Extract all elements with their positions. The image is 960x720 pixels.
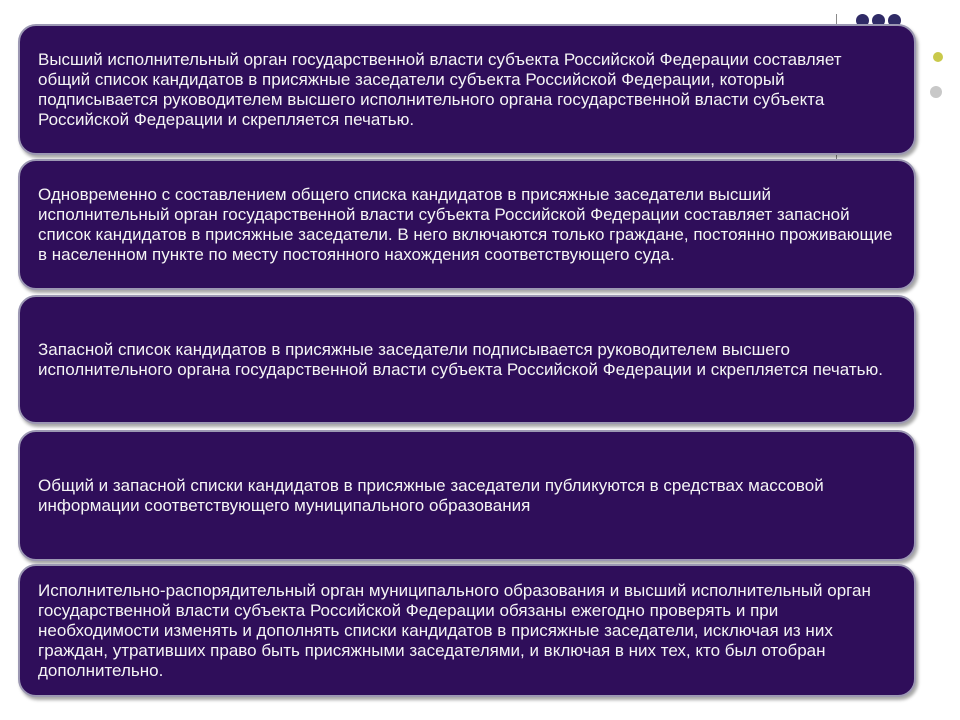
card-text: Высший исполнительный орган государственной власти субъекта Российской Федерации составляет общий список кандидатов в присяжные заседатели субъекта Российской Федерации, который подписывается руководителем высшего исполнительного органа государственной власти субъекта Российской Федерации и скрепляется печатью.: [38, 49, 842, 129]
decorative-gray-dot: [930, 86, 942, 98]
card-text: Исполнительно-распорядительный орган муниципального образования и высший исполнительный орган государственной власти субъекта Российской Федерации обязаны ежегодно проверять и при необходимости изменять и дополнять списки кандидатов в присяжные заседатели, исключая из них граждан, утративших право быть присяжными заседателями, и включая в них тех, кто был отобран дополнительно.: [38, 580, 871, 680]
card-text: Общий и запасной списки кандидатов в присяжные заседатели публикуются в средствах массовой информации соответствующего муниципального образования: [38, 475, 824, 515]
text-card-3: [18, 295, 916, 424]
text-card-4: [18, 430, 916, 561]
decorative-olive-dot: [933, 52, 943, 62]
text-card-2: [18, 159, 916, 290]
card-text: Запасной список кандидатов в присяжные заседатели подписывается руководителем высшего исполнительного органа государственной власти субъекта Российской Федерации и скрепляется печатью.: [38, 339, 883, 379]
card-text: Одновременно с составлением общего списка кандидатов в присяжные заседатели высший исполнительный орган государственной власти субъекта Российской Федерации составляет запасной список кандидатов в присяжные заседатели. В него включаются только граждане, постоянно проживающие в населенном пункте по месту постоянного нахождения соответствующего суда.: [38, 184, 893, 264]
text-card-1: [18, 24, 916, 155]
text-card-5: [18, 564, 916, 697]
